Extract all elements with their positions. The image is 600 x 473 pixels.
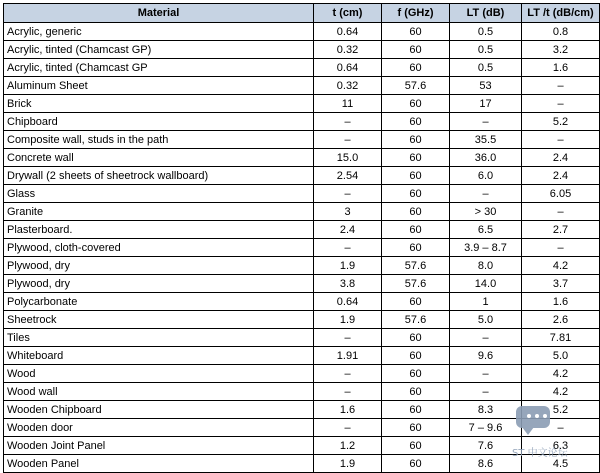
table-row [4,167,600,185]
cell-material: Glass [4,185,314,203]
table-row [4,149,600,167]
cell-loss: 14.0 [450,275,522,293]
cell-loss-per-cm: 1.6 [522,293,600,311]
cell-loss: > 30 [450,203,522,221]
cell-frequency: 57.6 [382,311,450,329]
cell-material: Acrylic, tinted (Chamcast GP) [4,41,314,59]
cell-material: Drywall (2 sheets of sheetrock wallboard) [4,167,314,185]
cell-loss-per-cm: – [522,239,600,257]
cell-loss-per-cm: 3.7 [522,275,600,293]
cell-material: Composite wall, studs in the path [4,131,314,149]
cell-material: Wooden Joint Panel [4,437,314,455]
cell-loss: 0.5 [450,41,522,59]
cell-loss: 3.9 – 8.7 [450,239,522,257]
cell-material: Concrete wall [4,149,314,167]
table-row [4,419,600,437]
cell-loss: – [450,365,522,383]
cell-loss: 1 [450,293,522,311]
cell-loss-per-cm: 3.2 [522,41,600,59]
cell-material: Sheetrock [4,311,314,329]
cell-loss-per-cm: 4.2 [522,365,600,383]
cell-frequency: 60 [382,239,450,257]
cell-frequency: 60 [382,365,450,383]
cell-loss-per-cm: 7.81 [522,329,600,347]
cell-thickness: 1.91 [314,347,382,365]
table-row [4,95,600,113]
cell-loss: – [450,185,522,203]
cell-loss-per-cm: 2.4 [522,167,600,185]
cell-frequency: 57.6 [382,77,450,95]
cell-loss-per-cm: – [522,77,600,95]
header-loss-per-cm: LT /t (dB/cm) [522,4,600,23]
cell-thickness: – [314,365,382,383]
cell-loss: 8.6 [450,455,522,473]
cell-thickness: 3 [314,203,382,221]
cell-material: Wooden Chipboard [4,401,314,419]
cell-loss-per-cm: 2.4 [522,149,600,167]
cell-frequency: 60 [382,149,450,167]
cell-material: Aluminum Sheet [4,77,314,95]
watermark-text: ST 中文论坛 [512,448,568,459]
cell-material: Polycarbonate [4,293,314,311]
cell-loss: – [450,329,522,347]
cell-frequency: 60 [382,113,450,131]
table-row [4,239,600,257]
table-row [4,113,600,131]
table-row [4,311,600,329]
cell-thickness: 15.0 [314,149,382,167]
cell-loss-per-cm: 5.2 [522,113,600,131]
cell-thickness: – [314,239,382,257]
cell-loss: 0.5 [450,23,522,41]
cell-loss: 6.0 [450,167,522,185]
cell-frequency: 57.6 [382,275,450,293]
cell-thickness: 1.2 [314,437,382,455]
cell-loss-per-cm: – [522,131,600,149]
cell-frequency: 60 [382,221,450,239]
cell-loss-per-cm: 6.3 [522,437,600,455]
cell-loss: 8.0 [450,257,522,275]
cell-loss: 6.5 [450,221,522,239]
header-material: Material [4,4,314,23]
cell-loss-per-cm: 1.6 [522,59,600,77]
cell-frequency: 60 [382,167,450,185]
table-row [4,437,600,455]
cell-loss: 35.5 [450,131,522,149]
table-body [4,23,600,473]
table-row [4,221,600,239]
header-row [4,4,600,23]
cell-loss: 0.5 [450,59,522,77]
table-row [4,365,600,383]
table-row [4,77,600,95]
table-row [4,23,600,41]
cell-thickness: 1.6 [314,401,382,419]
header-frequency: f (GHz) [382,4,450,23]
cell-loss-per-cm: 2.7 [522,221,600,239]
cell-thickness: 0.64 [314,59,382,77]
cell-thickness: 2.54 [314,167,382,185]
cell-material: Wooden Panel [4,455,314,473]
cell-loss: 36.0 [450,149,522,167]
table-row [4,293,600,311]
cell-frequency: 60 [382,419,450,437]
cell-material: Wood [4,365,314,383]
cell-frequency: 60 [382,203,450,221]
cell-frequency: 60 [382,131,450,149]
cell-loss-per-cm: 0.8 [522,23,600,41]
cell-thickness: – [314,131,382,149]
cell-frequency: 60 [382,293,450,311]
cell-frequency: 57.6 [382,257,450,275]
table-row [4,59,600,77]
cell-loss-per-cm: 5.2 [522,401,600,419]
cell-thickness: – [314,329,382,347]
cell-loss: 9.6 [450,347,522,365]
cell-thickness: 1.9 [314,257,382,275]
cell-loss-per-cm: 6.05 [522,185,600,203]
cell-loss: – [450,113,522,131]
cell-loss-per-cm: – [522,419,600,437]
cell-material: Brick [4,95,314,113]
cell-frequency: 60 [382,185,450,203]
cell-loss: 7.6 [450,437,522,455]
cell-thickness: – [314,419,382,437]
cell-thickness: 0.32 [314,77,382,95]
cell-loss: 7 – 9.6 [450,419,522,437]
cell-material: Plywood, dry [4,257,314,275]
cell-loss-per-cm: 4.2 [522,383,600,401]
cell-material: Plywood, dry [4,275,314,293]
table-row [4,455,600,473]
cell-thickness: – [314,113,382,131]
cell-loss-per-cm: 5.0 [522,347,600,365]
table-row [4,275,600,293]
table-row [4,347,600,365]
cell-loss-per-cm: 4.2 [522,257,600,275]
header-thickness: t (cm) [314,4,382,23]
header-loss: LT (dB) [450,4,522,23]
cell-material: Acrylic, tinted (Chamcast GP [4,59,314,77]
cell-frequency: 60 [382,383,450,401]
cell-loss: 53 [450,77,522,95]
cell-loss-per-cm: – [522,95,600,113]
cell-thickness: 2.4 [314,221,382,239]
table-row [4,257,600,275]
cell-thickness: 3.8 [314,275,382,293]
attenuation-table [3,3,600,473]
cell-frequency: 60 [382,401,450,419]
table-row [4,383,600,401]
table-row [4,203,600,221]
cell-thickness: 11 [314,95,382,113]
cell-frequency: 60 [382,347,450,365]
cell-material: Tiles [4,329,314,347]
cell-material: Plasterboard. [4,221,314,239]
cell-frequency: 60 [382,437,450,455]
cell-material: Whiteboard [4,347,314,365]
cell-frequency: 60 [382,455,450,473]
cell-material: Wood wall [4,383,314,401]
cell-frequency: 60 [382,23,450,41]
cell-material: Chipboard [4,113,314,131]
table-row [4,401,600,419]
cell-material: Plywood, cloth-covered [4,239,314,257]
cell-frequency: 60 [382,41,450,59]
cell-frequency: 60 [382,59,450,77]
cell-thickness: – [314,383,382,401]
cell-loss: – [450,383,522,401]
cell-thickness: 0.64 [314,23,382,41]
cell-loss: 5.0 [450,311,522,329]
table-row [4,329,600,347]
cell-loss-per-cm: 4.5 [522,455,600,473]
cell-frequency: 60 [382,95,450,113]
cell-loss-per-cm: – [522,203,600,221]
cell-thickness: 1.9 [314,455,382,473]
cell-material: Granite [4,203,314,221]
cell-thickness: 1.9 [314,311,382,329]
cell-loss: 17 [450,95,522,113]
cell-thickness: 0.64 [314,293,382,311]
table-row [4,185,600,203]
table-row [4,131,600,149]
cell-frequency: 60 [382,329,450,347]
cell-material: Wooden door [4,419,314,437]
cell-thickness: – [314,185,382,203]
cell-material: Acrylic, generic [4,23,314,41]
cell-thickness: 0.32 [314,41,382,59]
table-row [4,41,600,59]
cell-loss: 8.3 [450,401,522,419]
cell-loss-per-cm: 2.6 [522,311,600,329]
